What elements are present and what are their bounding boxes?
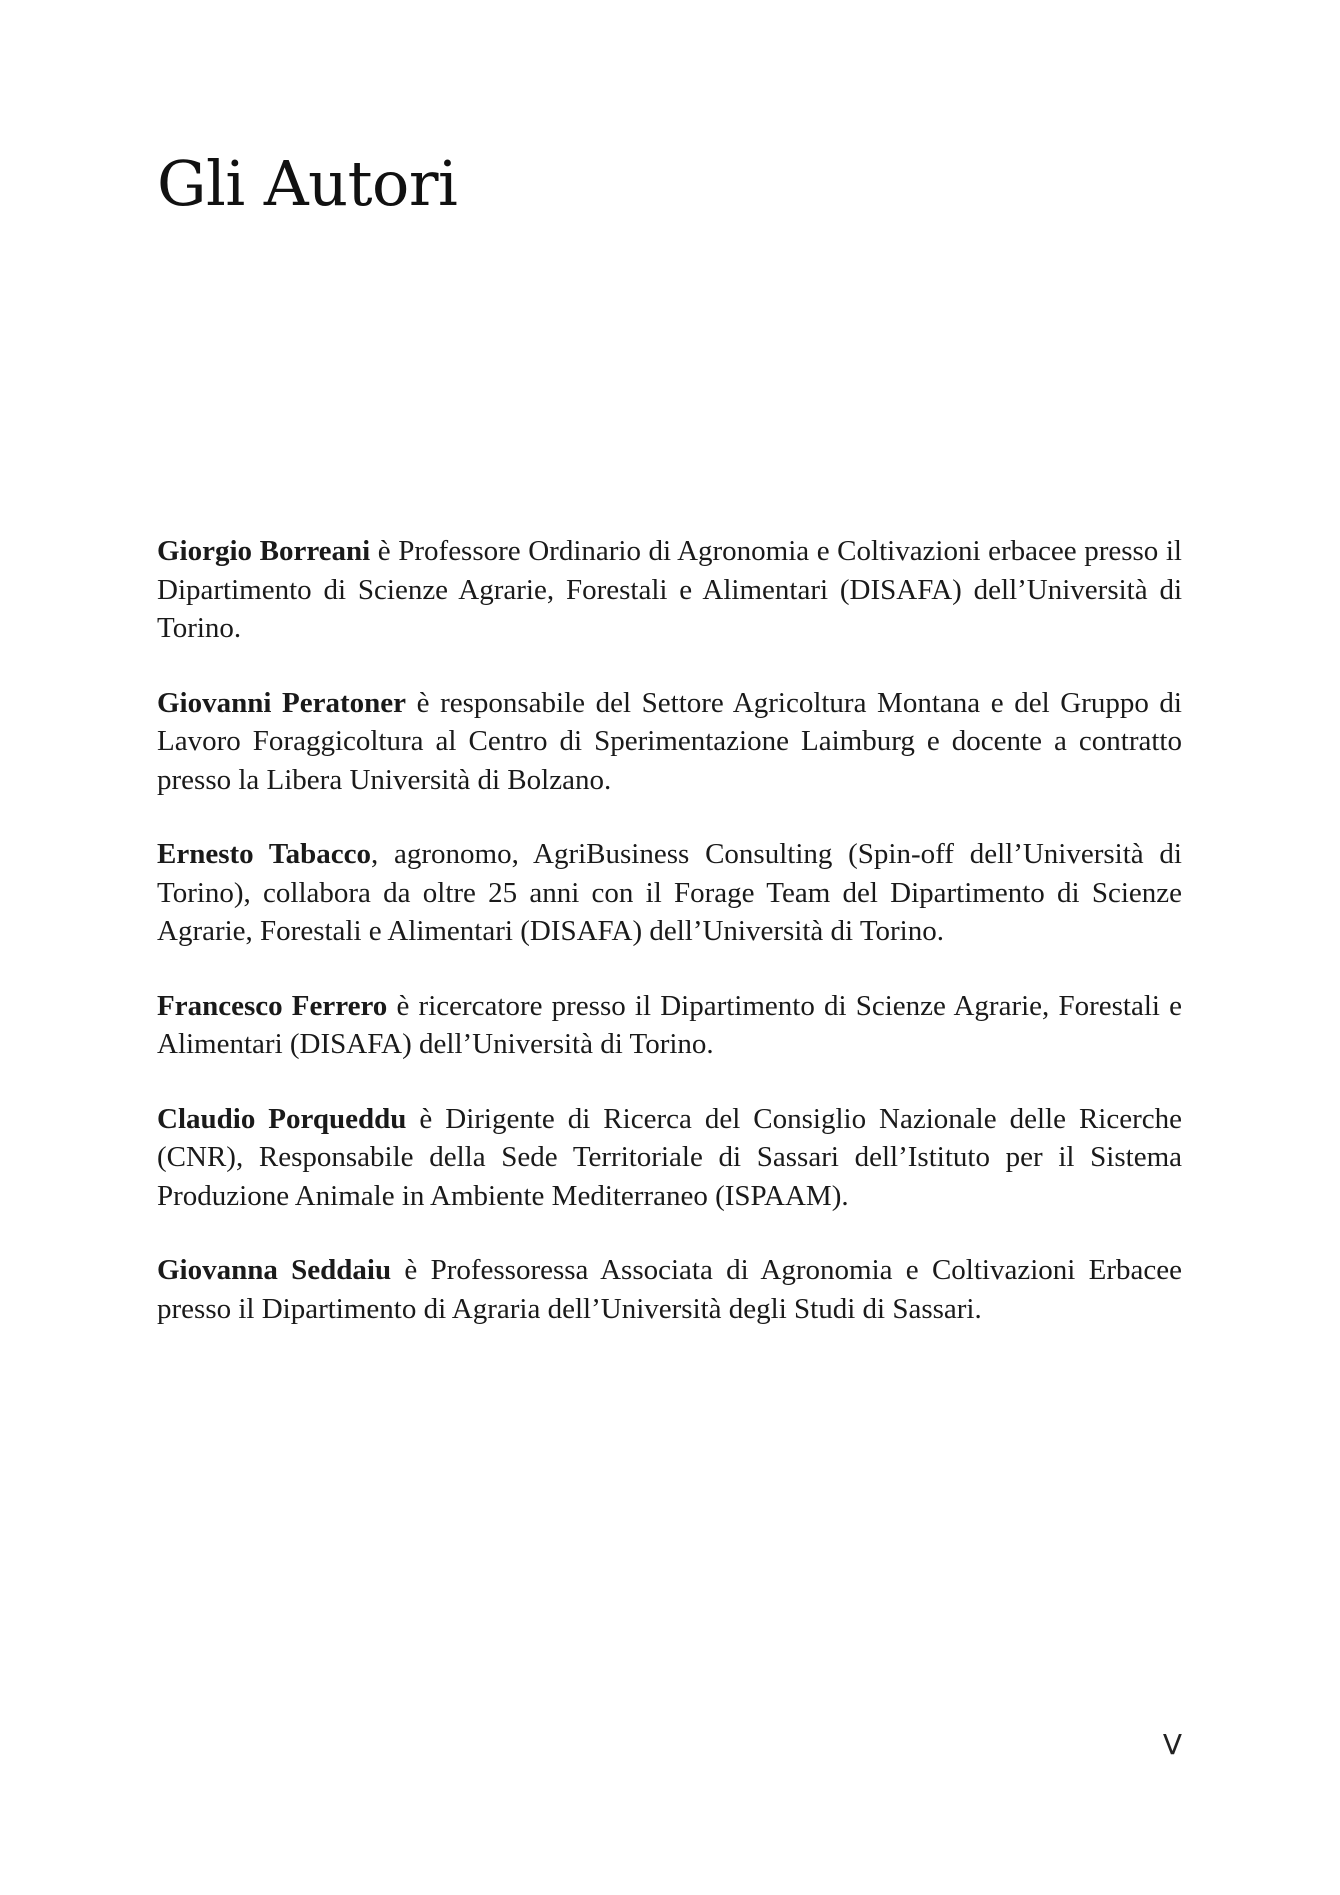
author-description: è responsabile del Settore Agricoltura Montana e del Gruppo di Lavoro Foraggicoltura al Centro di Sperimentazione Laimburg e docente a contratto presso la Libera Università di Bolzano. bbox=[157, 686, 1182, 796]
author-bio bbox=[157, 1100, 1182, 1216]
page-number: V bbox=[1162, 1728, 1182, 1761]
author-description: , agronomo, AgriBusiness Consulting (Spin-off dell’Università di Torino), collabora da oltre 25 anni con il Forage Team del Dipartimento di Scienze Agrarie, Forestali e Alimentari (DISAFA) dell’Università di Torino. bbox=[157, 838, 1182, 947]
author-description: è Professoressa Associata di Agronomia e Coltivazioni Erbacee presso il Dipartimento di Agraria dell’Università degli Studi di Sassari. bbox=[157, 1254, 1182, 1325]
author-bio bbox=[157, 835, 1182, 951]
author-bios bbox=[157, 532, 1182, 1364]
author-name: Giorgio Borreani bbox=[157, 535, 371, 567]
author-name: Claudio Porqueddu bbox=[157, 1102, 407, 1135]
author-bio bbox=[157, 987, 1182, 1064]
page-title: Gli Autori bbox=[157, 147, 458, 220]
author-bio bbox=[157, 532, 1182, 648]
author-name: Giovanni Peratoner bbox=[157, 686, 407, 719]
author-description: è Professore Ordinario di Agronomia e Coltivazioni erbacee presso il Dipartimento di Scienze Agrarie, Forestali e Alimentari (DISAFA) dell’Università di Torino. bbox=[157, 535, 1182, 644]
author-name: Francesco Ferrero bbox=[157, 989, 388, 1022]
author-bio bbox=[157, 684, 1182, 800]
author-description: è ricercatore presso il Dipartimento di Scienze Agrarie, Forestali e Alimentari (DISAFA) dell’Università di Torino. bbox=[157, 989, 1182, 1060]
author-name: Ernesto Tabacco bbox=[157, 838, 371, 870]
author-description: è Dirigente di Ricerca del Consiglio Nazionale delle Ricerche (CNR), Responsabile della Sede Territoriale di Sassari dell’Istituto per il Sistema Produzione Animale in Ambiente Mediterraneo (ISPAAM). bbox=[157, 1102, 1182, 1212]
author-bio bbox=[157, 1251, 1182, 1328]
author-name: Giovanna Seddaiu bbox=[157, 1254, 392, 1286]
